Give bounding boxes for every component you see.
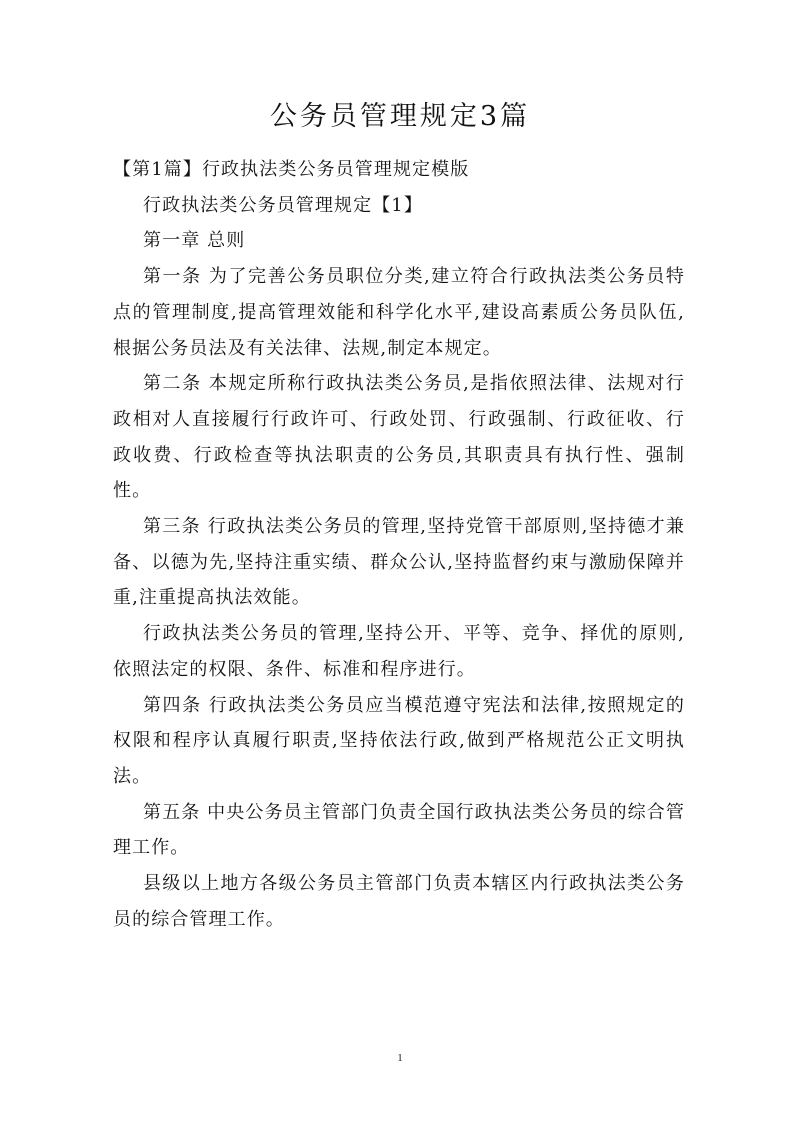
document-body bbox=[113, 152, 685, 937]
article-2: 第二条 本规定所称行政执法类公务员,是指依照法律、法规对行政相对人直接履行行政许可、行政处罚、行政强制、行政征收、行政收费、行政检查等执法职责的公务员,其职责具有执行性、强制性。 bbox=[113, 373, 685, 502]
regulation-title: 行政执法类公务员管理规定【1】 bbox=[143, 194, 423, 216]
article-4: 第四条 行政执法类公务员应当模范遵守宪法和法律,按照规定的权限和程序认真履行职责,坚持依法行政,做到严格规范公正文明执法。 bbox=[113, 694, 685, 787]
section-heading: 【第1篇】行政执法类公务员管理规定模版 bbox=[113, 159, 470, 180]
chapter-heading: 第一章 总则 bbox=[143, 230, 246, 252]
page-number: 1 bbox=[397, 1052, 403, 1064]
article-1: 第一条 为了完善公务员职位分类,建立符合行政执法类公务员特点的管理制度,提高管理效能和科学化水平,建设高素质公务员队伍,根据公务员法及有关法律、法规,制定本规定。 bbox=[113, 266, 685, 359]
document-title: 公务员管理规定3篇 bbox=[269, 101, 531, 132]
article-3: 第三条 行政执法类公务员的管理,坚持党管干部原则,坚持德才兼备、以德为先,坚持注重实绩、群众公认,坚持监督约束与激励保障并重,注重提高执法效能。 bbox=[113, 516, 685, 609]
article-5: 第五条 中央公务员主管部门负责全国行政执法类公务员的综合管理工作。 bbox=[113, 801, 685, 859]
article-3-paragraph-2: 行政执法类公务员的管理,坚持公开、平等、竞争、择优的原则,依照法定的权限、条件、标准和程序进行。 bbox=[113, 623, 685, 680]
article-5-paragraph-2: 县级以上地方各级公务员主管部门负责本辖区内行政执法类公务员的综合管理工作。 bbox=[113, 873, 685, 930]
